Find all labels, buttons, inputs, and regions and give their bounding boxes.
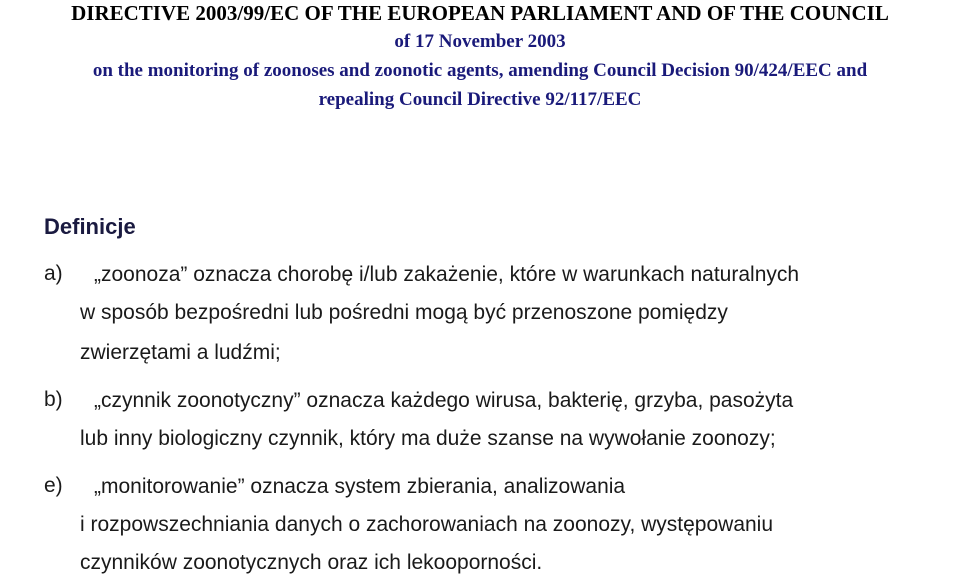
definition-line: czynników zoonotycznych oraz ich lekooporności.: [80, 551, 543, 574]
definition-line: i rozpowszechniania danych o zachorowaniach na zoonozy, występowaniu: [80, 513, 774, 536]
definition-line: w sposób bezpośredni lub pośredni mogą być przenoszone pomiędzy: [80, 301, 728, 324]
definition-marker: a): [44, 262, 63, 285]
document-header: [0, 0, 960, 114]
definition-marker: b): [44, 388, 63, 411]
directive-subject-line-2: repealing Council Directive 92/117/EEC: [318, 89, 642, 110]
definition-line: lub inny biologiczny czynnik, który ma duże szanse na wywołanie zoonozy;: [80, 427, 776, 450]
definition-line: „zoonoza” oznacza chorobę i/lub zakażenie, które w warunkach naturalnych: [94, 263, 800, 286]
definition-line: „czynnik zoonotyczny” oznacza każdego wirusa, bakterię, grzyba, pasożyta: [94, 389, 794, 412]
directive-date: of 17 November 2003: [394, 31, 566, 52]
definition-line: zwierzętami a ludźmi;: [80, 341, 281, 364]
definition-marker: e): [44, 474, 63, 497]
definition-line: „monitorowanie” oznacza system zbierania, analizowania: [94, 475, 626, 498]
directive-title: DIRECTIVE 2003/99/EC OF THE EUROPEAN PARLIAMENT AND OF THE COUNCIL: [71, 1, 889, 25]
directive-subject-line-1: on the monitoring of zoonoses and zoonotic agents, amending Council Decision 90/424/EEC and: [92, 60, 868, 81]
section-title: Definicje: [44, 214, 136, 239]
